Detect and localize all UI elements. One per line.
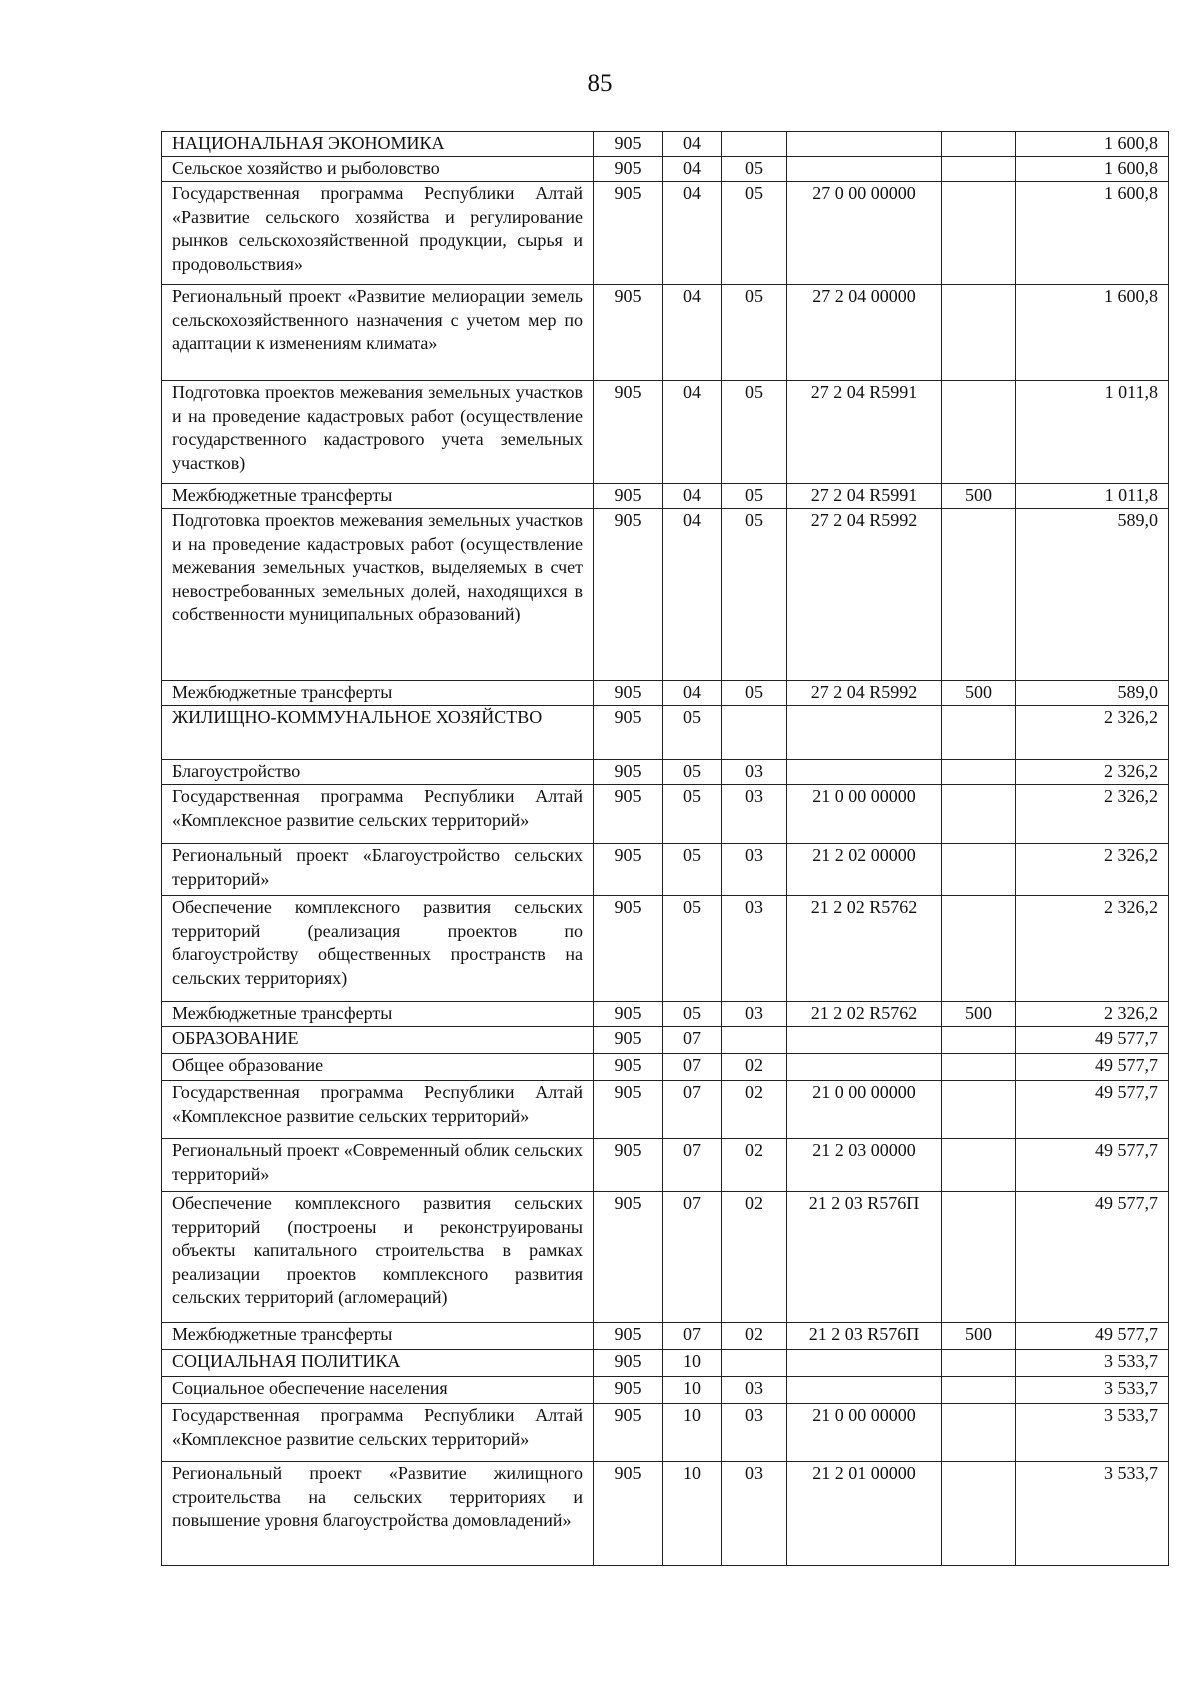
subsection-code: 03: [722, 785, 787, 844]
table-row: [162, 1323, 1169, 1350]
expense-type-code: [942, 509, 1016, 681]
subsection-code: [722, 706, 787, 760]
amount: 2 326,2: [1016, 844, 1169, 896]
target-article-code: 27 2 04 R5992: [787, 509, 942, 681]
subsection-code: 02: [722, 1081, 787, 1139]
amount: 2 326,2: [1016, 1002, 1169, 1027]
item-name: Государственная программа Республики Алтай «Комплексное развитие сельских территорий»: [162, 1081, 594, 1139]
section-code: 04: [663, 132, 722, 157]
expense-type-code: [942, 157, 1016, 182]
item-name: Социальное обеспечение населения: [162, 1377, 594, 1404]
item-name: Подготовка проектов межевания земельных участков и на проведение кадастровых работ (осуществление государственного кадастрового учета земельных участков): [162, 381, 594, 484]
subsection-code: 02: [722, 1139, 787, 1192]
expense-type-code: [942, 844, 1016, 896]
amount: 589,0: [1016, 681, 1169, 706]
subsection-code: 03: [722, 1002, 787, 1027]
amount: 1 011,8: [1016, 484, 1169, 509]
amount: 49 577,7: [1016, 1081, 1169, 1139]
section-code: 10: [663, 1404, 722, 1462]
section-code: 04: [663, 381, 722, 484]
target-article-code: 21 0 00 00000: [787, 1404, 942, 1462]
subsection-code: 03: [722, 760, 787, 785]
subsection-code: 05: [722, 285, 787, 381]
target-article-code: [787, 132, 942, 157]
expense-type-code: [942, 132, 1016, 157]
dept-code: 905: [594, 509, 663, 681]
item-name: Благоустройство: [162, 760, 594, 785]
amount: 3 533,7: [1016, 1377, 1169, 1404]
table-row: [162, 785, 1169, 844]
section-code: 10: [663, 1350, 722, 1377]
table-row: [162, 760, 1169, 785]
target-article-code: 21 2 02 R5762: [787, 896, 942, 1002]
amount: 2 326,2: [1016, 760, 1169, 785]
section-code: 07: [663, 1081, 722, 1139]
item-name: Межбюджетные трансферты: [162, 681, 594, 706]
table-row: [162, 381, 1169, 484]
subsection-code: 05: [722, 509, 787, 681]
table-row: [162, 1027, 1169, 1054]
section-code: 05: [663, 1002, 722, 1027]
expense-type-code: 500: [942, 1323, 1016, 1350]
section-code: 04: [663, 157, 722, 182]
table-row: [162, 157, 1169, 182]
expense-type-code: [942, 1192, 1016, 1323]
subsection-code: 05: [722, 484, 787, 509]
subsection-code: 05: [722, 381, 787, 484]
dept-code: 905: [594, 1462, 663, 1566]
expense-type-code: [942, 896, 1016, 1002]
expense-type-code: [942, 1377, 1016, 1404]
subsection-code: 03: [722, 1377, 787, 1404]
target-article-code: [787, 1054, 942, 1081]
dept-code: 905: [594, 1081, 663, 1139]
table-row: [162, 509, 1169, 681]
expense-type-code: [942, 760, 1016, 785]
target-article-code: 21 2 03 R576П: [787, 1192, 942, 1323]
table-row: [162, 132, 1169, 157]
amount: 2 326,2: [1016, 706, 1169, 760]
table-row: [162, 1139, 1169, 1192]
table-row: [162, 285, 1169, 381]
table-row: [162, 484, 1169, 509]
item-name: НАЦИОНАЛЬНАЯ ЭКОНОМИКА: [162, 132, 594, 157]
section-code: 07: [663, 1139, 722, 1192]
subsection-code: 03: [722, 1462, 787, 1566]
dept-code: 905: [594, 1054, 663, 1081]
section-code: 07: [663, 1054, 722, 1081]
amount: 49 577,7: [1016, 1192, 1169, 1323]
dept-code: 905: [594, 157, 663, 182]
dept-code: 905: [594, 844, 663, 896]
table-row: [162, 706, 1169, 760]
item-name: Обеспечение комплексного развития сельских территорий (реализация проектов по благоустройству общественных пространств на сельских территориях): [162, 896, 594, 1002]
item-name: Государственная программа Республики Алтай «Развитие сельского хозяйства и регулирование рынков сельскохозяйственной продукции, сырья и продовольствия»: [162, 182, 594, 285]
amount: 49 577,7: [1016, 1027, 1169, 1054]
dept-code: 905: [594, 1027, 663, 1054]
expense-type-code: 500: [942, 681, 1016, 706]
page-number: 85: [587, 70, 613, 97]
section-code: 07: [663, 1027, 722, 1054]
target-article-code: [787, 1350, 942, 1377]
section-code: 04: [663, 285, 722, 381]
target-article-code: [787, 1027, 942, 1054]
dept-code: 905: [594, 760, 663, 785]
target-article-code: [787, 706, 942, 760]
item-name: Региональный проект «Развитие жилищного строительства на сельских территориях и повышение уровня благоустройства домовладений»: [162, 1462, 594, 1566]
table-row: [162, 896, 1169, 1002]
amount: 1 600,8: [1016, 182, 1169, 285]
dept-code: 905: [594, 1002, 663, 1027]
expense-type-code: [942, 785, 1016, 844]
table-row: [162, 182, 1169, 285]
amount: 3 533,7: [1016, 1404, 1169, 1462]
item-name: ОБРАЗОВАНИЕ: [162, 1027, 594, 1054]
item-name: Межбюджетные трансферты: [162, 1323, 594, 1350]
dept-code: 905: [594, 785, 663, 844]
expense-type-code: [942, 182, 1016, 285]
dept-code: 905: [594, 1323, 663, 1350]
expense-type-code: [942, 1139, 1016, 1192]
target-article-code: 27 2 04 R5991: [787, 484, 942, 509]
table-row: [162, 844, 1169, 896]
section-code: 10: [663, 1462, 722, 1566]
item-name: Региональный проект «Современный облик сельских территорий»: [162, 1139, 594, 1192]
amount: 589,0: [1016, 509, 1169, 681]
target-article-code: [787, 1377, 942, 1404]
amount: 2 326,2: [1016, 896, 1169, 1002]
budget-table-body: [162, 132, 1169, 1566]
expense-type-code: [942, 1462, 1016, 1566]
dept-code: 905: [594, 1377, 663, 1404]
subsection-code: 05: [722, 681, 787, 706]
dept-code: 905: [594, 484, 663, 509]
item-name: Государственная программа Республики Алтай «Комплексное развитие сельских территорий»: [162, 1404, 594, 1462]
target-article-code: 21 0 00 00000: [787, 785, 942, 844]
budget-table: [161, 131, 1169, 1566]
amount: 2 326,2: [1016, 785, 1169, 844]
subsection-code: 02: [722, 1323, 787, 1350]
target-article-code: 27 0 00 00000: [787, 182, 942, 285]
table-row: [162, 1002, 1169, 1027]
expense-type-code: [942, 1027, 1016, 1054]
section-code: 07: [663, 1323, 722, 1350]
expense-type-code: [942, 1081, 1016, 1139]
section-code: 07: [663, 1192, 722, 1323]
amount: 1 600,8: [1016, 132, 1169, 157]
table-row: [162, 1462, 1169, 1566]
amount: 3 533,7: [1016, 1462, 1169, 1566]
amount: 49 577,7: [1016, 1139, 1169, 1192]
dept-code: 905: [594, 1350, 663, 1377]
section-code: 04: [663, 681, 722, 706]
subsection-code: [722, 1350, 787, 1377]
section-code: 05: [663, 760, 722, 785]
expense-type-code: [942, 706, 1016, 760]
table-row: [162, 1192, 1169, 1323]
subsection-code: 03: [722, 844, 787, 896]
item-name: ЖИЛИЩНО-КОММУНАЛЬНОЕ ХОЗЯЙСТВО: [162, 706, 594, 760]
expense-type-code: 500: [942, 1002, 1016, 1027]
item-name: Государственная программа Республики Алтай «Комплексное развитие сельских территорий»: [162, 785, 594, 844]
target-article-code: 21 2 01 00000: [787, 1462, 942, 1566]
subsection-code: 05: [722, 157, 787, 182]
amount: 49 577,7: [1016, 1054, 1169, 1081]
dept-code: 905: [594, 132, 663, 157]
table-row: [162, 1081, 1169, 1139]
table-row: [162, 1404, 1169, 1462]
target-article-code: 21 2 03 R576П: [787, 1323, 942, 1350]
section-code: 05: [663, 844, 722, 896]
subsection-code: [722, 132, 787, 157]
amount: 49 577,7: [1016, 1323, 1169, 1350]
subsection-code: 03: [722, 896, 787, 1002]
target-article-code: 27 2 04 00000: [787, 285, 942, 381]
expense-type-code: [942, 285, 1016, 381]
subsection-code: 03: [722, 1404, 787, 1462]
expense-type-code: [942, 381, 1016, 484]
amount: 1 011,8: [1016, 381, 1169, 484]
subsection-code: 05: [722, 182, 787, 285]
amount: 1 600,8: [1016, 157, 1169, 182]
amount: 1 600,8: [1016, 285, 1169, 381]
item-name: Межбюджетные трансферты: [162, 484, 594, 509]
section-code: 05: [663, 785, 722, 844]
expense-type-code: [942, 1404, 1016, 1462]
item-name: Подготовка проектов межевания земельных участков и на проведение кадастровых работ (осуществление межевания земельных участков, выделяемых в счет невостребованных земельных долей, находящихся в собственности муниципальных образований): [162, 509, 594, 681]
table-row: [162, 1350, 1169, 1377]
item-name: Региональный проект «Развитие мелиорации земель сельскохозяйственного назначения с учетом мер по адаптации к изменениям климата»: [162, 285, 594, 381]
dept-code: 905: [594, 1404, 663, 1462]
target-article-code: 21 2 02 R5762: [787, 1002, 942, 1027]
dept-code: 905: [594, 896, 663, 1002]
dept-code: 905: [594, 706, 663, 760]
dept-code: 905: [594, 285, 663, 381]
amount: 3 533,7: [1016, 1350, 1169, 1377]
section-code: 10: [663, 1377, 722, 1404]
table-row: [162, 1054, 1169, 1081]
subsection-code: 02: [722, 1192, 787, 1323]
subsection-code: [722, 1027, 787, 1054]
section-code: 05: [663, 706, 722, 760]
subsection-code: 02: [722, 1054, 787, 1081]
target-article-code: 21 0 00 00000: [787, 1081, 942, 1139]
expense-type-code: [942, 1350, 1016, 1377]
target-article-code: [787, 760, 942, 785]
item-name: СОЦИАЛЬНАЯ ПОЛИТИКА: [162, 1350, 594, 1377]
item-name: Межбюджетные трансферты: [162, 1002, 594, 1027]
expense-type-code: 500: [942, 484, 1016, 509]
item-name: Региональный проект «Благоустройство сельских территорий»: [162, 844, 594, 896]
item-name: Сельское хозяйство и рыболовство: [162, 157, 594, 182]
target-article-code: 21 2 03 00000: [787, 1139, 942, 1192]
target-article-code: 21 2 02 00000: [787, 844, 942, 896]
dept-code: 905: [594, 1192, 663, 1323]
section-code: 04: [663, 509, 722, 681]
section-code: 04: [663, 182, 722, 285]
target-article-code: 27 2 04 R5992: [787, 681, 942, 706]
item-name: Обеспечение комплексного развития сельских территорий (построены и реконструированы объекты капитального строительства в рамках реализации проектов комплексного развития сельских территорий (агломераций): [162, 1192, 594, 1323]
target-article-code: [787, 157, 942, 182]
table-row: [162, 681, 1169, 706]
dept-code: 905: [594, 381, 663, 484]
section-code: 05: [663, 896, 722, 1002]
dept-code: 905: [594, 182, 663, 285]
expense-type-code: [942, 1054, 1016, 1081]
section-code: 04: [663, 484, 722, 509]
item-name: Общее образование: [162, 1054, 594, 1081]
table-row: [162, 1377, 1169, 1404]
dept-code: 905: [594, 1139, 663, 1192]
dept-code: 905: [594, 681, 663, 706]
target-article-code: 27 2 04 R5991: [787, 381, 942, 484]
